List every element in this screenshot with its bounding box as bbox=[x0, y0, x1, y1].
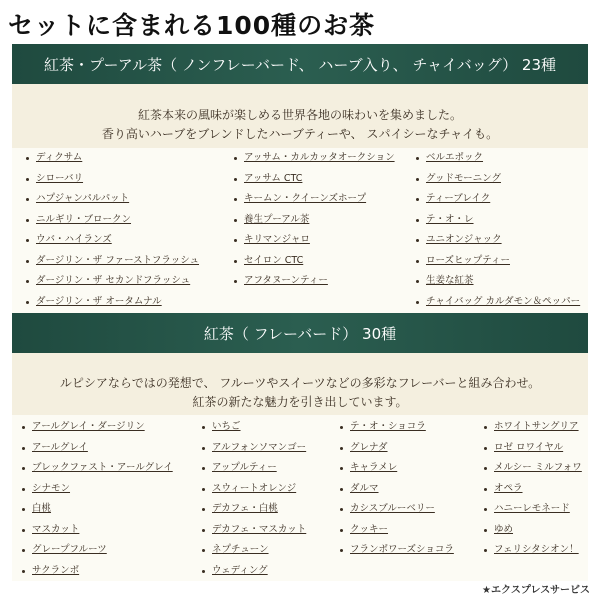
tea-item-link[interactable]: ホワイトサングリア bbox=[494, 421, 579, 432]
tea-item-link[interactable]: ローズヒップティー bbox=[426, 254, 510, 266]
tea-item-link[interactable]: キリマンジャロ bbox=[244, 234, 310, 245]
tea-item[interactable] bbox=[414, 189, 580, 210]
tea-list-column bbox=[482, 417, 582, 561]
tea-item-link[interactable]: シローバリ bbox=[36, 172, 84, 184]
tea-item-link[interactable]: セイロン CTC bbox=[244, 254, 304, 266]
tea-item-link[interactable]: ダージリン・ザ セカンドフラッシュ bbox=[36, 275, 191, 286]
tea-item[interactable] bbox=[20, 458, 173, 479]
tea-item[interactable] bbox=[338, 438, 454, 459]
tea-item[interactable] bbox=[20, 417, 173, 438]
tea-item[interactable] bbox=[24, 189, 199, 210]
tea-item-link[interactable]: いちご bbox=[212, 421, 241, 432]
tea-item[interactable] bbox=[24, 210, 199, 231]
tea-item-link[interactable]: キームン・クイーンズホープ bbox=[244, 193, 367, 204]
tea-item[interactable] bbox=[232, 230, 395, 251]
tea-item-link[interactable]: ダージリン・ザ オータムナル bbox=[36, 295, 162, 307]
tea-item[interactable] bbox=[24, 251, 199, 272]
tea-item[interactable] bbox=[414, 251, 580, 272]
tea-item[interactable] bbox=[200, 520, 306, 541]
tea-item-link[interactable]: メルシー ミルフォワ bbox=[494, 462, 582, 473]
tea-item[interactable] bbox=[24, 230, 199, 251]
tea-item[interactable] bbox=[20, 479, 173, 500]
tea-list-column bbox=[20, 417, 173, 581]
tea-item-link[interactable]: ハプジャンパルパット bbox=[36, 193, 130, 204]
tea-item[interactable] bbox=[200, 561, 306, 582]
tea-item-link[interactable]: シナモン bbox=[32, 482, 71, 494]
tea-item[interactable] bbox=[20, 520, 173, 541]
tea-item-link[interactable]: ウェディング bbox=[212, 564, 268, 576]
tea-item-link[interactable]: ネプチューン bbox=[212, 544, 269, 555]
tea-item[interactable] bbox=[338, 417, 454, 438]
tea-item[interactable] bbox=[200, 438, 306, 459]
tea-item[interactable] bbox=[338, 458, 454, 479]
tea-item[interactable] bbox=[20, 499, 173, 520]
tea-item[interactable] bbox=[414, 271, 580, 292]
section-panel-flavored-tea bbox=[12, 353, 588, 581]
tea-item-link[interactable]: ハニーレモネード bbox=[494, 503, 570, 514]
tea-item[interactable] bbox=[338, 479, 454, 500]
tea-item[interactable] bbox=[232, 210, 395, 231]
tea-item[interactable] bbox=[338, 520, 454, 541]
tea-item-link[interactable]: 養生プーアル茶 bbox=[244, 213, 310, 225]
tea-item[interactable] bbox=[482, 520, 582, 541]
tea-item-link[interactable]: ベルエポック bbox=[426, 152, 484, 163]
tea-item-link[interactable]: グレープフルーツ bbox=[32, 544, 107, 555]
tea-item-link[interactable]: アッサム CTC bbox=[244, 172, 303, 184]
tea-item-link[interactable]: ユニオンジャック bbox=[426, 234, 502, 245]
tea-item-link[interactable]: 白桃 bbox=[32, 503, 52, 514]
tea-item[interactable] bbox=[200, 499, 306, 520]
tea-item[interactable] bbox=[482, 499, 582, 520]
tea-item[interactable] bbox=[200, 417, 306, 438]
section-heading-flavored-tea: 紅茶（ フレーバード） 30種 bbox=[12, 313, 588, 353]
section-panel-black-tea bbox=[12, 84, 588, 313]
tea-item[interactable] bbox=[20, 561, 173, 582]
tea-item[interactable] bbox=[232, 148, 395, 169]
tea-item-link[interactable]: グッドモーニング bbox=[426, 172, 501, 184]
tea-item-link[interactable]: オペラ bbox=[494, 482, 523, 494]
tea-item[interactable] bbox=[24, 148, 199, 169]
tea-item[interactable] bbox=[482, 438, 582, 459]
footer-note: ★エクスプレスサービス bbox=[482, 585, 590, 596]
tea-item[interactable] bbox=[482, 417, 582, 438]
tea-item-link[interactable]: フランボワーズショコラ bbox=[350, 544, 454, 555]
intro-line: 紅茶本来の風味が楽しめる世界各地の味わいを集めました。 bbox=[137, 108, 462, 122]
tea-item[interactable] bbox=[338, 499, 454, 520]
tea-item[interactable] bbox=[232, 169, 395, 190]
tea-item[interactable] bbox=[24, 292, 199, 313]
tea-item-link[interactable]: デカフェ・マスカット bbox=[212, 523, 307, 535]
tea-item-link[interactable]: クッキー bbox=[350, 523, 389, 535]
tea-item[interactable] bbox=[24, 271, 199, 292]
tea-item-link[interactable]: ゆめ bbox=[494, 523, 514, 535]
tea-item-link[interactable]: チャイバッグ カルダモン＆ペッパー bbox=[426, 295, 581, 307]
tea-item-link[interactable]: サクランボ bbox=[32, 564, 80, 576]
tea-item[interactable] bbox=[232, 271, 395, 292]
tea-item-link[interactable]: キャラメレ bbox=[350, 462, 398, 473]
tea-item-link[interactable]: アフタヌーンティー bbox=[244, 275, 328, 286]
tea-item-link[interactable]: アルフォンソマンゴー bbox=[212, 441, 307, 453]
tea-item[interactable] bbox=[232, 251, 395, 272]
tea-item-link[interactable]: ブレックファスト・アールグレイ bbox=[32, 462, 173, 473]
tea-item-link[interactable]: デカフェ・白桃 bbox=[212, 503, 278, 514]
tea-item-link[interactable]: ウバ・ハイランズ bbox=[36, 234, 112, 245]
tea-item-link[interactable]: アップルティー bbox=[212, 462, 277, 473]
tea-item-link[interactable]: フェリシタシオン！ bbox=[494, 544, 579, 555]
page-title: セットに含まれる100種のお茶 bbox=[8, 11, 376, 40]
tea-list-column bbox=[232, 148, 395, 292]
tea-item-link[interactable]: ニルギリ・ブロークン bbox=[36, 213, 132, 225]
tea-item-link[interactable]: アッサム・カルカッタオークション bbox=[244, 152, 395, 163]
tea-item[interactable] bbox=[482, 479, 582, 500]
tea-item[interactable] bbox=[338, 540, 454, 561]
tea-item-link[interactable]: ダルマ bbox=[350, 482, 379, 494]
tea-item[interactable] bbox=[232, 189, 395, 210]
tea-item[interactable] bbox=[200, 540, 306, 561]
tea-item[interactable] bbox=[414, 169, 580, 190]
tea-item-link[interactable]: テ・オ・ショコラ bbox=[350, 421, 426, 432]
tea-list-column bbox=[338, 417, 454, 561]
tea-list-column bbox=[200, 417, 306, 581]
tea-item-link[interactable]: アールグレイ bbox=[32, 441, 88, 453]
intro-line: 香り高いハーブをブレンドしたハーブティーや、 スパイシーなチャイも。 bbox=[101, 127, 499, 141]
tea-item[interactable] bbox=[414, 210, 580, 231]
tea-item[interactable] bbox=[20, 540, 173, 561]
tea-item-link[interactable]: 生姜な紅茶 bbox=[426, 275, 474, 286]
intro-line: 紅茶の新たな魅力を引き出しています。 bbox=[192, 395, 408, 409]
tea-item[interactable] bbox=[24, 169, 199, 190]
intro-line: ルピシアならではの発想で、 フルーツやスイーツなどの多彩なフレーバーと組み合わせ。 bbox=[59, 376, 541, 390]
tea-list-column bbox=[24, 148, 199, 312]
tea-item[interactable] bbox=[414, 148, 580, 169]
section-heading-black-tea: 紅茶・プーアル茶（ ノンフレーバード、 ハーブ入り、 チャイバッグ） 23種 bbox=[12, 44, 588, 84]
tea-item-link[interactable]: ティーブレイク bbox=[426, 193, 491, 204]
tea-item-link[interactable]: アールグレイ・ダージリン bbox=[32, 421, 145, 432]
tea-item-link[interactable]: ディクサム bbox=[36, 152, 83, 163]
tea-item-link[interactable]: スウィートオレンジ bbox=[212, 482, 297, 494]
tea-item-link[interactable]: テ・オ・レ bbox=[426, 213, 474, 225]
tea-item[interactable] bbox=[200, 479, 306, 500]
tea-item[interactable] bbox=[414, 230, 580, 251]
tea-item[interactable] bbox=[482, 458, 582, 479]
section-intro bbox=[12, 374, 588, 412]
tea-item-link[interactable]: ダージリン・ザ ファーストフラッシュ bbox=[36, 254, 200, 266]
tea-item[interactable] bbox=[20, 438, 173, 459]
tea-item[interactable] bbox=[482, 540, 582, 561]
tea-item[interactable] bbox=[200, 458, 306, 479]
tea-item-link[interactable]: マスカット bbox=[32, 523, 80, 535]
tea-item-link[interactable]: ロゼ ロワイヤル bbox=[494, 441, 564, 453]
tea-list-column bbox=[414, 148, 580, 312]
section-intro bbox=[12, 106, 588, 144]
tea-item-link[interactable]: グレナダ bbox=[350, 441, 388, 453]
tea-item[interactable] bbox=[414, 292, 580, 313]
tea-item-link[interactable]: カシスブルーベリー bbox=[350, 503, 435, 514]
